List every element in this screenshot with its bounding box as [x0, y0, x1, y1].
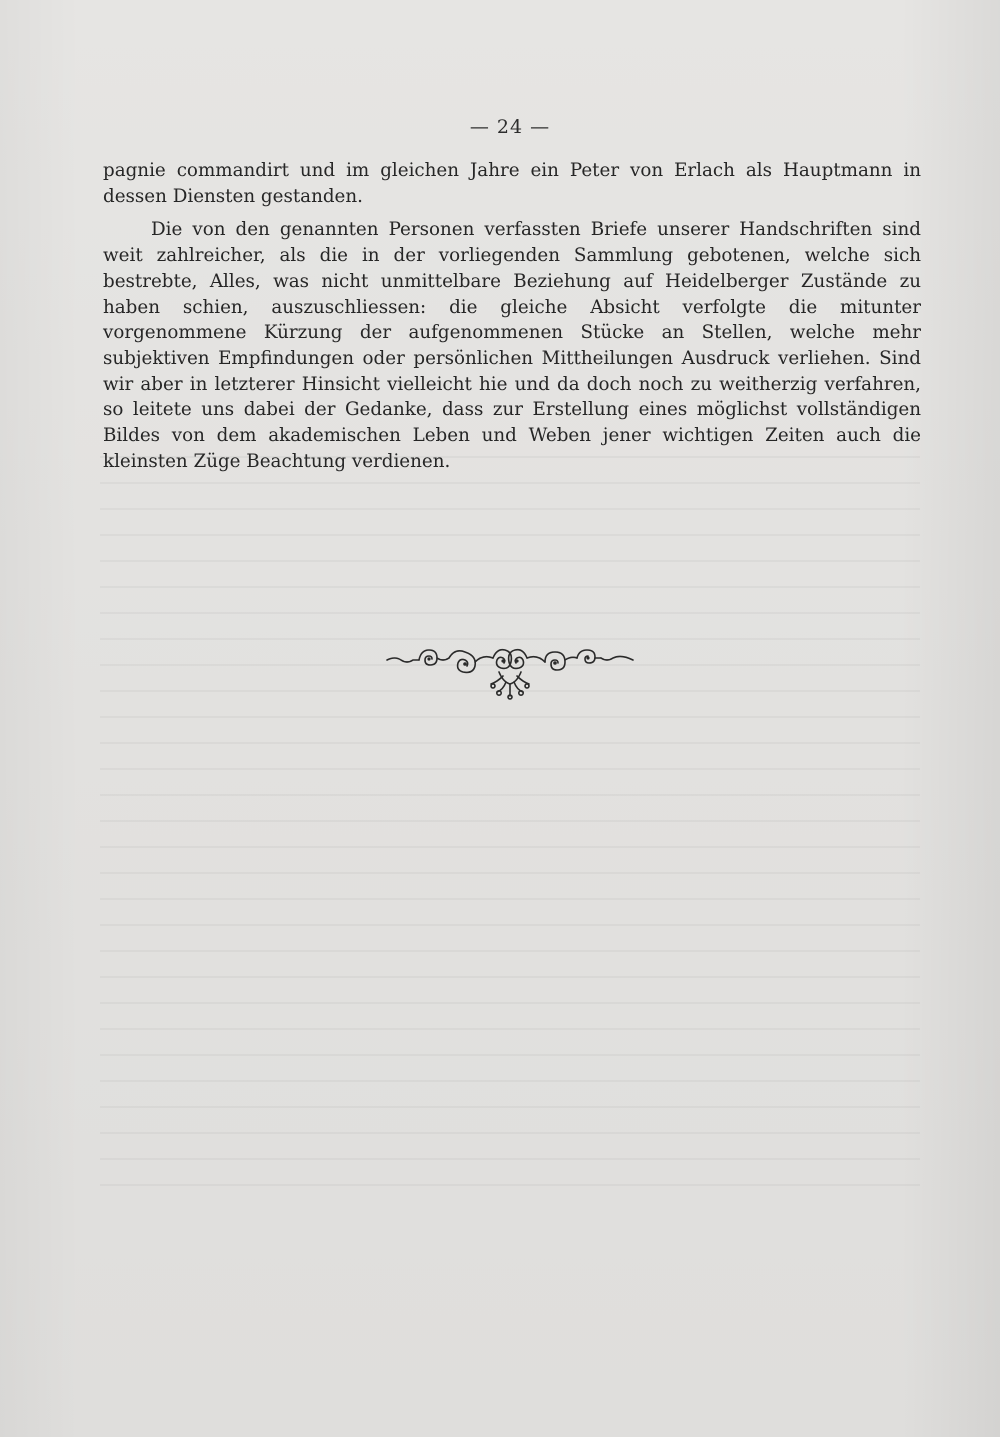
paragraph-main: Die von den genannten Personen verfassten Briefe unserer Handschriften sind weit zahlreicher, als die in der vorliegenden Sammlung gebotenen, welche sich bestrebte, Alles, was nicht unmittelbare Beziehung auf Heidelberger Zustände zu haben schien, auszuschliessen: die gleiche Absicht verfolgte die mitunter vorgenommene Kürzung der aufgenommenen Stücke an Stellen, welche mehr subjektiven Empfindungen oder persönlichen Mittheilungen Ausdruck verliehen. Sind wir aber in letzterer Hinsicht vielleicht hie und da doch noch zu weitherzig verfahren, so leitete uns dabei der Gedanke, dass zur Erstellung eines möglichst vollständigen Bildes von dem akademischen Leben und Weben jener wichtigen Zeiten auch die kleinsten Züge Beachtung verdienen. — [103, 219, 921, 472]
bleed-through-texture — [100, 440, 920, 1200]
body-text — [103, 158, 921, 474]
paragraph-continuation: pagnie commandirt und im gleichen Jahre ein Peter von Erlach als Hauptmann in dessen Diensten gestanden. — [103, 160, 921, 207]
scroll-flourish-icon — [385, 638, 635, 700]
page-number: — 24 — — [469, 116, 551, 138]
